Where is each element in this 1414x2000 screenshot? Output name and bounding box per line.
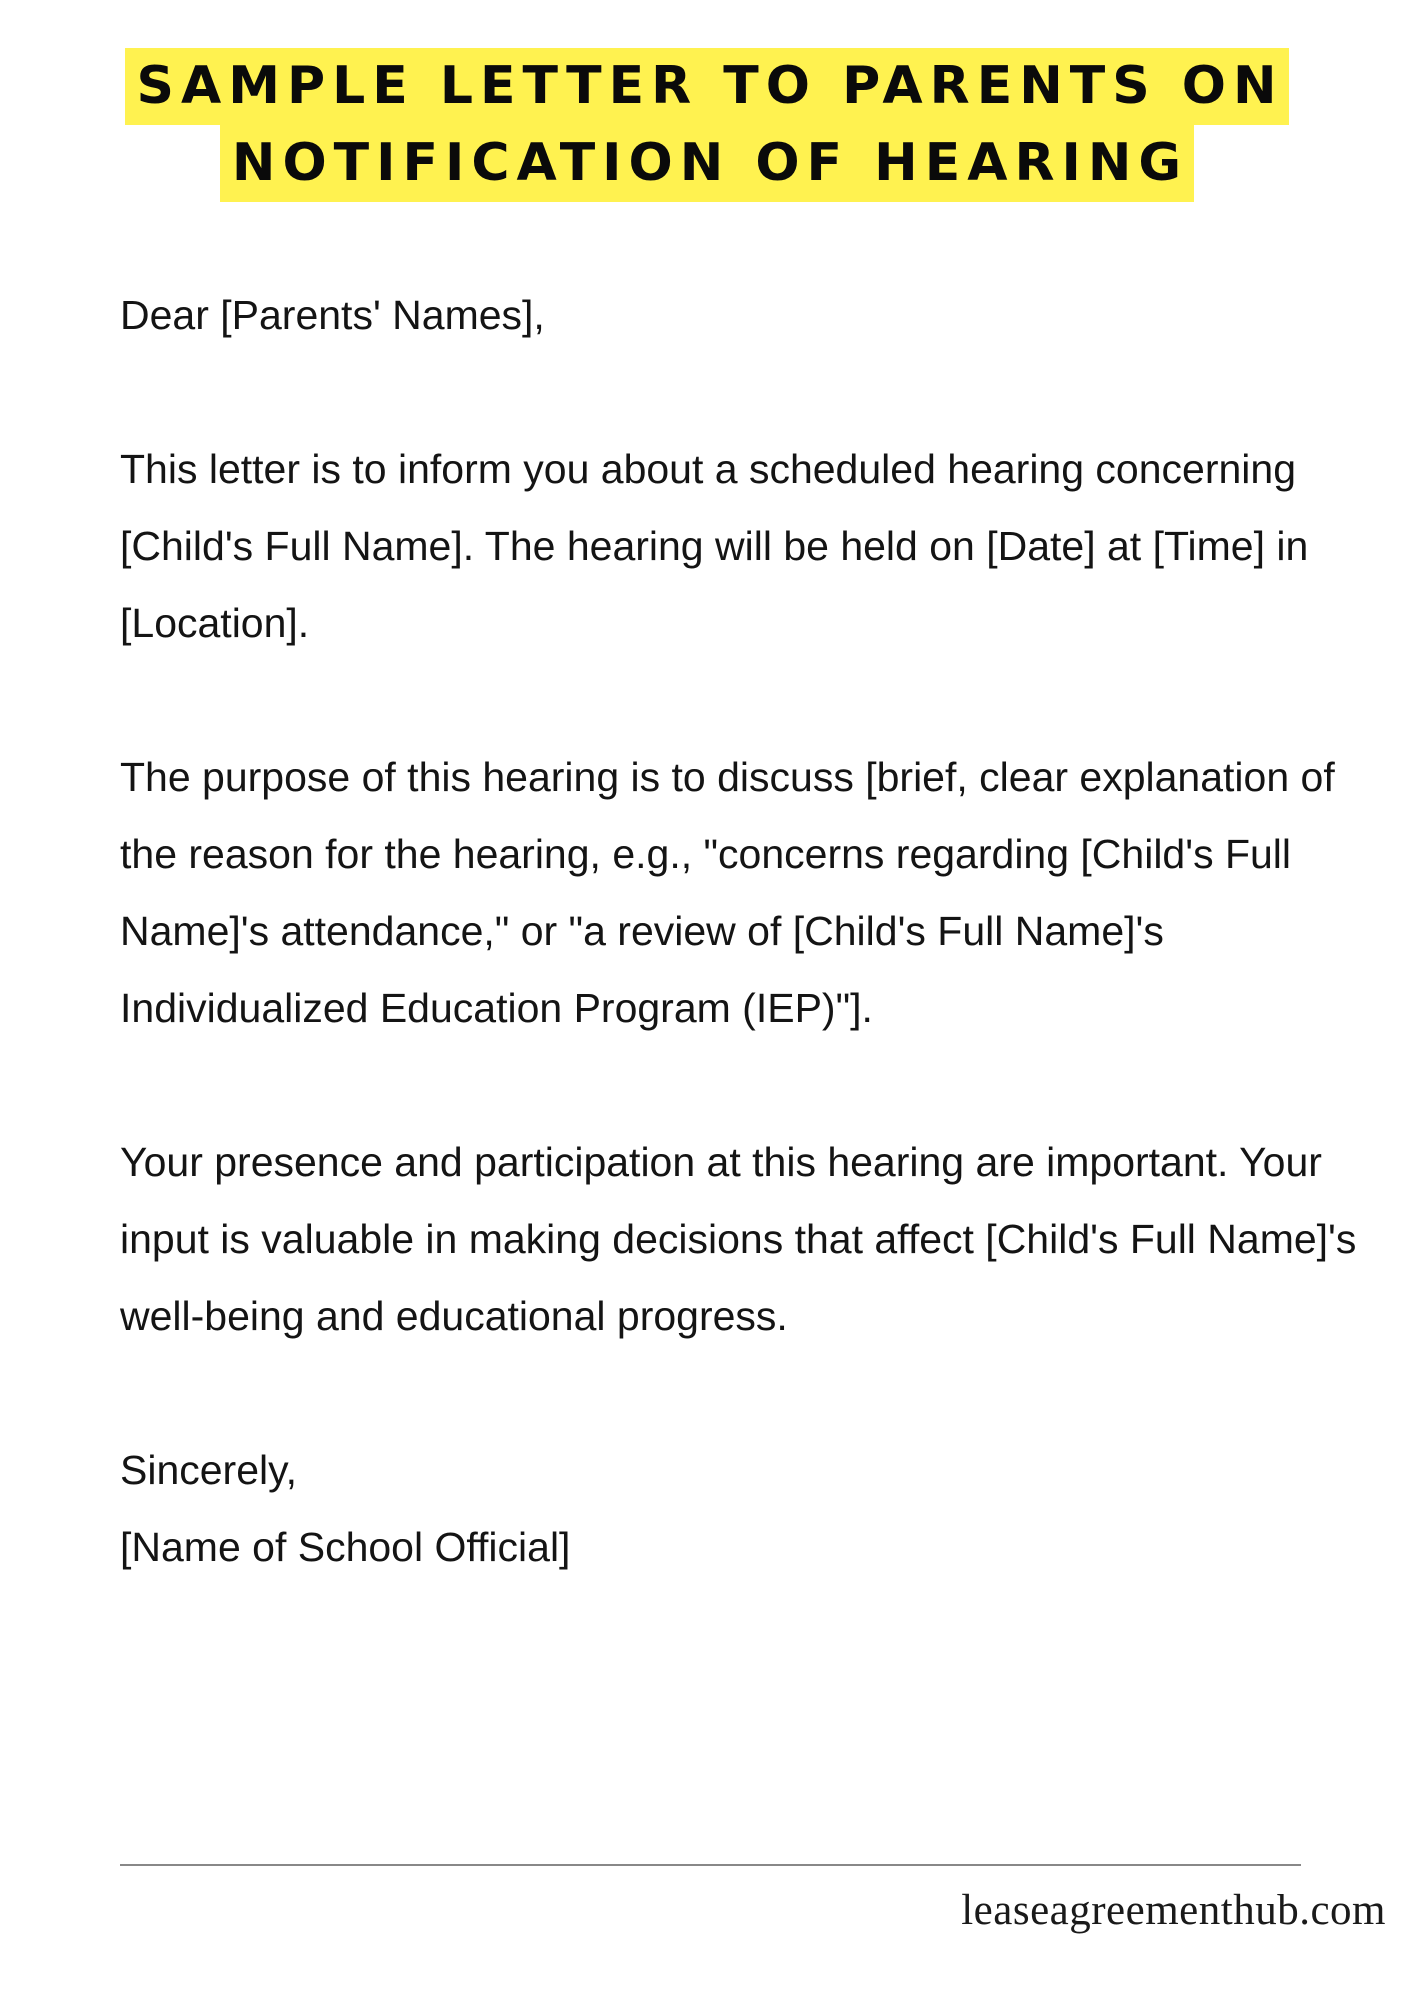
closing	[120, 1432, 1360, 1586]
letter-body	[120, 277, 1360, 1586]
title-line-1: SAMPLE LETTER TO PARENTS ON	[125, 48, 1290, 125]
signature: [Name of School Official]	[120, 1524, 571, 1570]
paragraph-purpose: The purpose of this hearing is to discuss [brief, clear explanation of the reason for the hearing, e.g., "concerns regarding [Child's Full Name]'s attendance," or "a review of [Child's Full Name]'s Individualized Education Program (IEP)"].	[120, 754, 1335, 1031]
page-title	[0, 48, 1414, 202]
footer-divider	[120, 1864, 1301, 1866]
paragraph-hearing-notice: This letter is to inform you about a scheduled hearing concerning [Child's Full Name]. The hearing will be held on [Date] at [Time] in [Location].	[120, 446, 1309, 646]
closing-text: Sincerely,	[120, 1447, 297, 1493]
title-line-2: NOTIFICATION OF HEARING	[220, 125, 1194, 202]
paragraph-participation: Your presence and participation at this hearing are important. Your input is valuable in making decisions that affect [Child's Full Name]'s well-being and educational progress.	[120, 1139, 1357, 1339]
footer-website: leaseagreementhub.com	[961, 1887, 1386, 1934]
salutation: Dear [Parents' Names],	[120, 292, 545, 338]
